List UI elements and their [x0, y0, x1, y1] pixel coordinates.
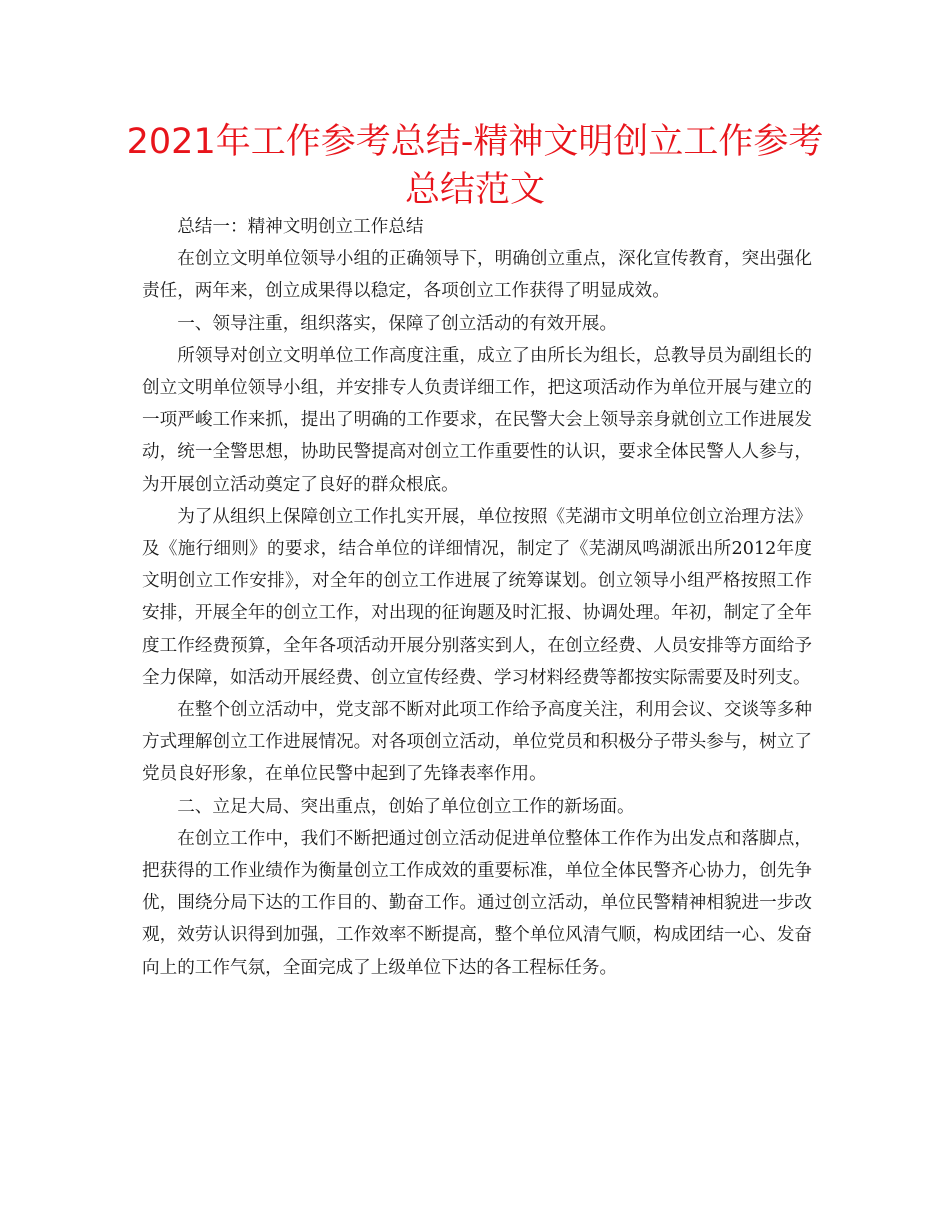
section-heading: 二、立足大局、突出重点，创始了单位创立工作的新场面。 — [177, 796, 635, 817]
body-paragraph: 所领导对创立文明单位工作高度注重，成立了由所长为组长，总教导员为副组长的创立文明单位领导小组，并安排专人负责详细工作，把这项活动作为单位开展与建立的一项严峻工作来抓，提出了明确的工作要求，在民警大会上领导亲身就创立工作进展发动，统一全警思想，协助民警提高对创立工作重要性的认识，要求全体民警人人参与，为开展创立活动奠定了良好的群众根底。 — [142, 345, 812, 495]
body-paragraph: 在创立工作中，我们不断把通过创立活动促进单位整体工作作为出发点和落脚点，把获得的工作业绩作为衡量创立工作成效的重要标准，单位全体民警齐心协力，创先争优，围绕分局下达的工作目的、勤奋工作。通过创立活动，单位民警精神相貌进一步改观，效劳认识得到加强，工作效率不断提高，整个单位风清气顺，构成团结一心、发奋向上的工作气氛，全面完成了上级单位下达的各工程标任务。 — [142, 828, 812, 978]
section-heading: 一、领导注重，组织落实，保障了创立活动的有效开展。 — [177, 313, 618, 334]
section-heading: 总结一：精神文明创立工作总结 — [177, 217, 424, 237]
document-title: 2021年工作参考总结-精神文明创立工作参考总结范文 — [126, 122, 824, 210]
body-paragraph: 为了从组织上保障创立工作扎实开展，单位按照《芜湖市文明单位创立治理方法》及《施行细则》的要求，结合单位的详细情况，制定了《芜湖凤鸣湖派出所2012年度文明创立工作安排》，对全年的创立工作进展了统筹谋划。创立领导小组严格按照工作安排，开展全年的创立工作，对出现的征询题及时汇报、协调处理。年初，制定了全年度工作经费预算，全年各项活动开展分别落实到人，在创立经费、人员安排等方面给予全力保障，如活动开展经费、创立宣传经费、学习材料经费等都按实际需要及时列支。 — [142, 506, 812, 688]
body-paragraph: 在创立文明单位领导小组的正确领导下，明确创立重点，深化宣传教育，突出强化责任，两年来，创立成果得以稳定，各项创立工作获得了明显成效。 — [142, 249, 812, 302]
body-paragraph: 在整个创立活动中，党支部不断对此项工作给予高度关注，利用会议、交谈等多种方式理解创立工作进展情况。对各项创立活动，单位党员和积极分子带头参与，树立了党员良好形象，在单位民警中起到了先锋表率作用。 — [142, 700, 812, 785]
document-body — [142, 211, 812, 984]
